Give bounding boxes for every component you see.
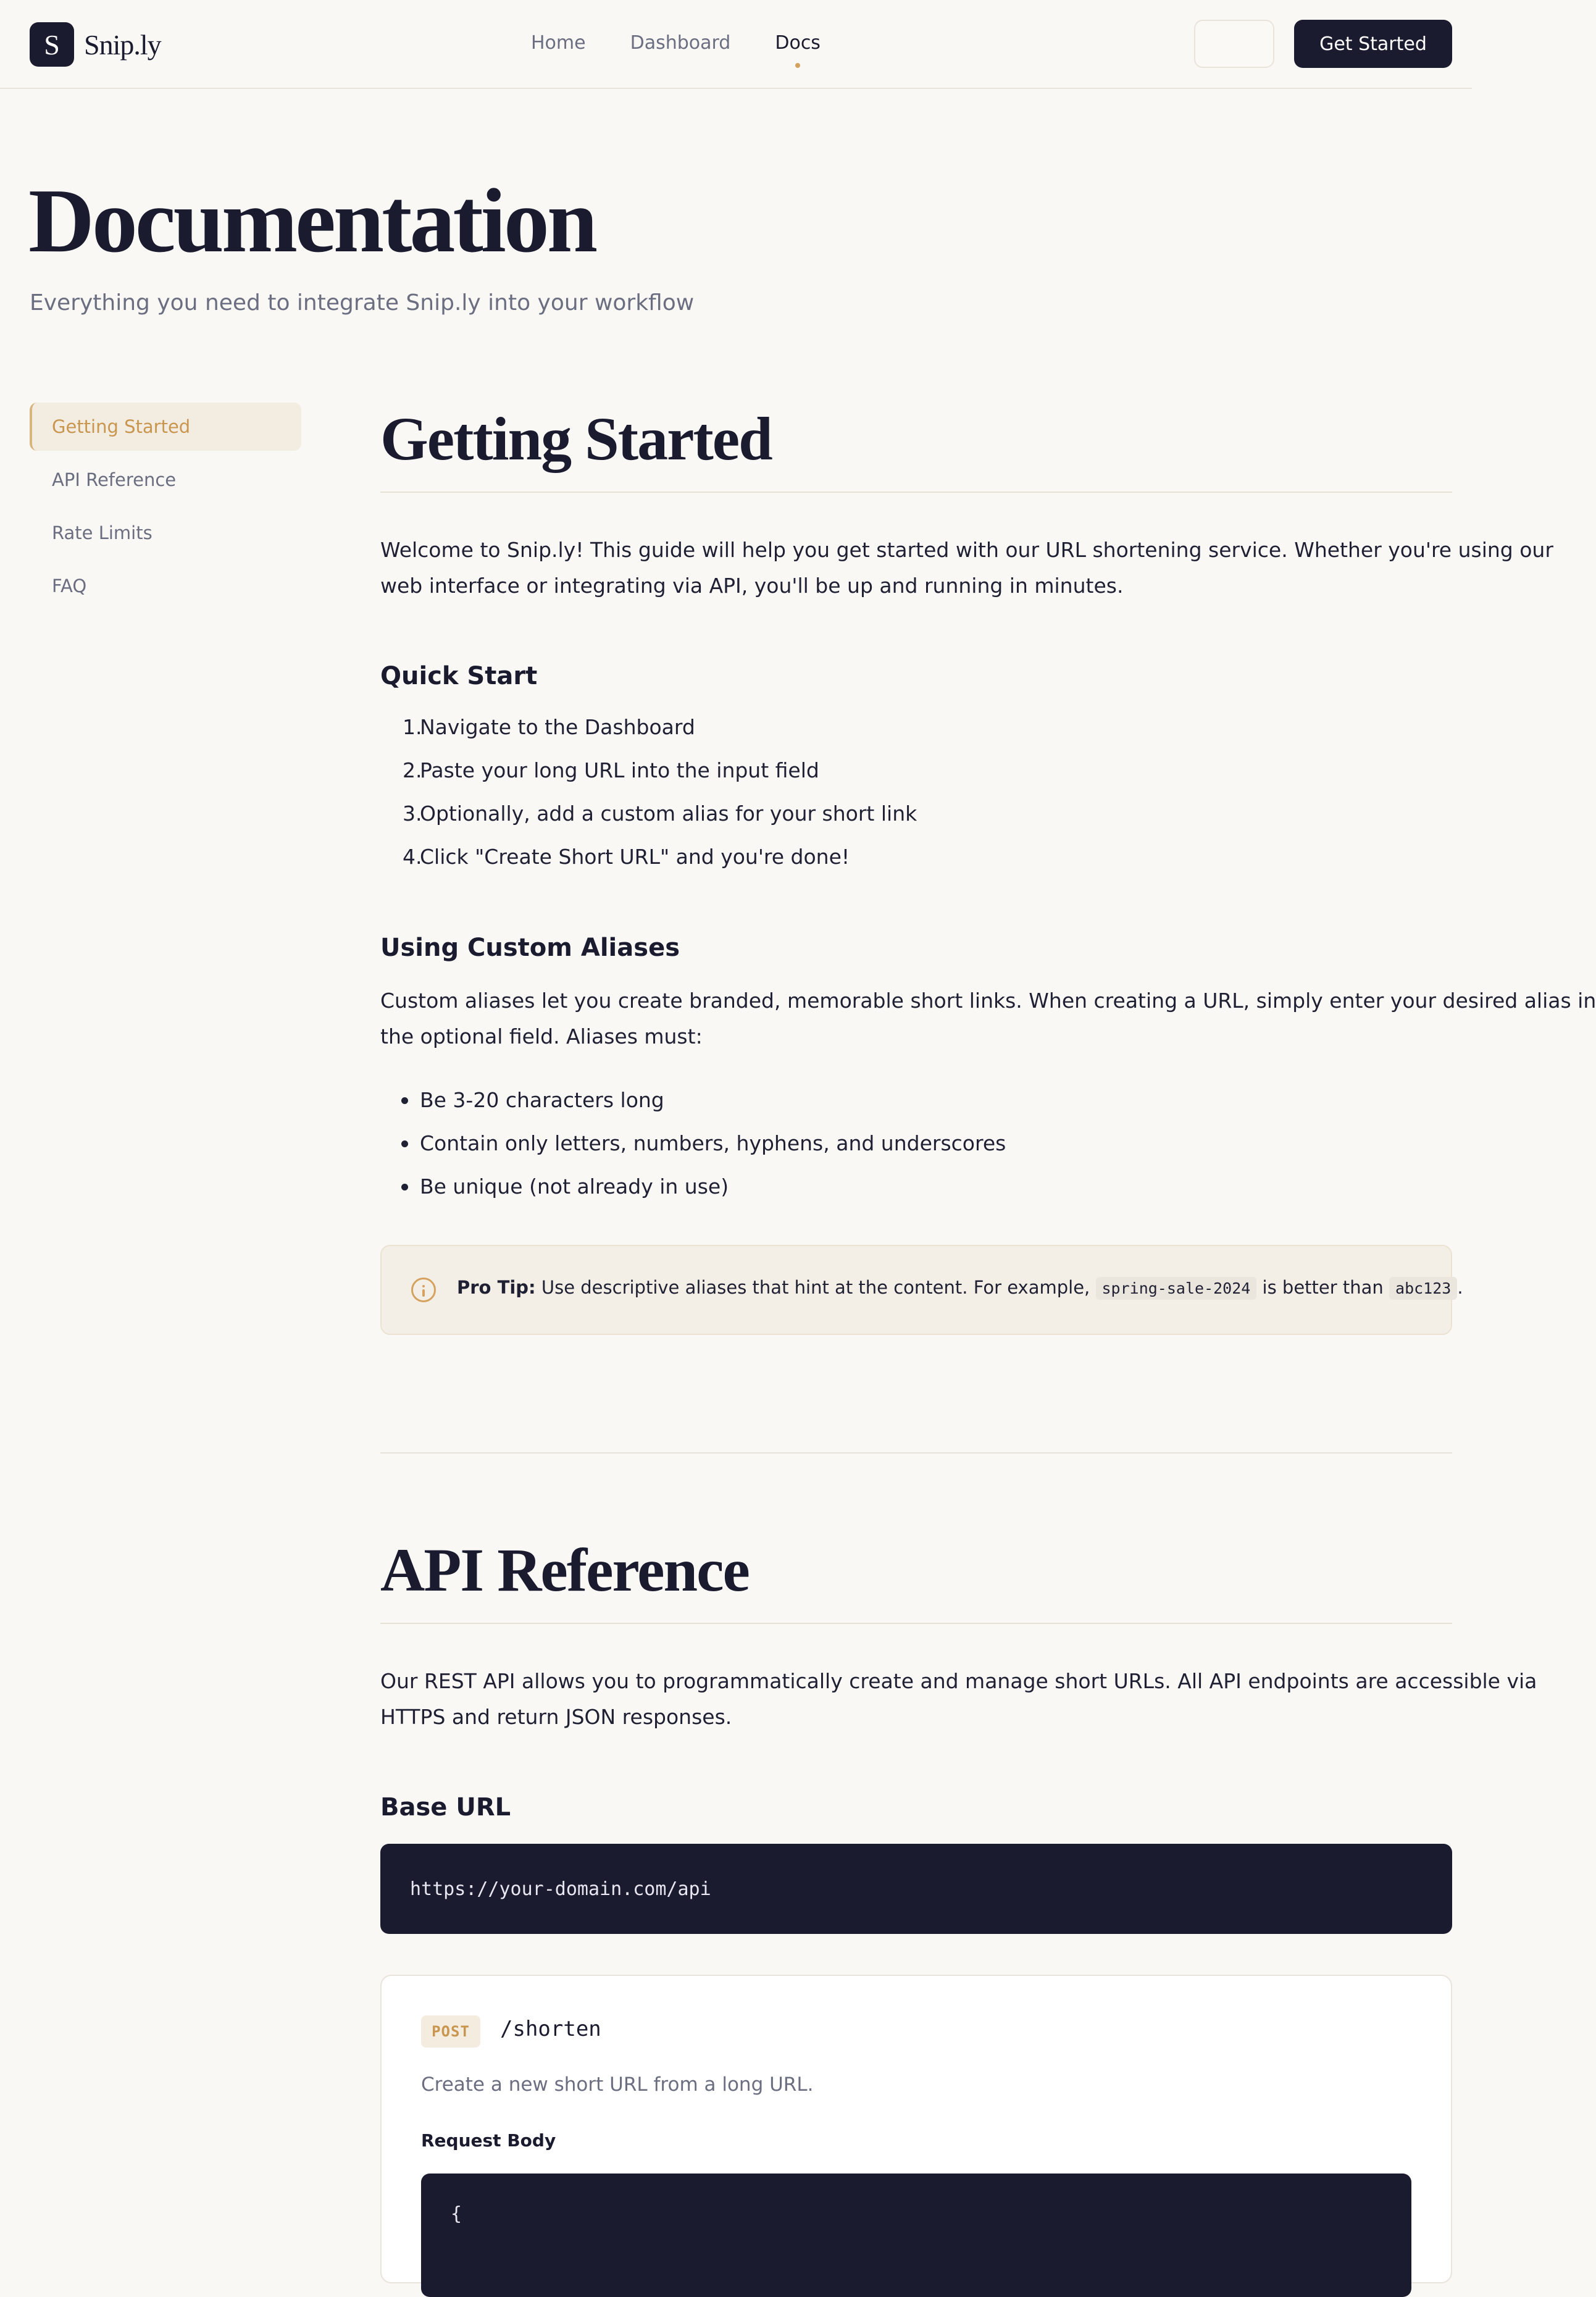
nav-dashboard[interactable]: Dashboard bbox=[630, 32, 731, 54]
pro-tip-callout bbox=[380, 1245, 1463, 1335]
rule-text: Contain only letters, numbers, hyphens, and underscores bbox=[420, 1131, 1006, 1155]
step-number: 2. bbox=[403, 758, 422, 782]
list-item bbox=[403, 715, 695, 739]
bullet bbox=[401, 1097, 408, 1104]
base-url-code-block[interactable] bbox=[380, 1844, 1452, 1934]
tip-text-before: Use descriptive aliases that hint at the content. For example, bbox=[535, 1277, 1096, 1298]
nav-home[interactable]: Home bbox=[531, 32, 586, 54]
section-divider bbox=[380, 1452, 1452, 1454]
section-title: Getting Started bbox=[380, 404, 772, 473]
step-number: 4. bbox=[403, 845, 422, 869]
step-text: Navigate to the Dashboard bbox=[420, 715, 695, 739]
logo[interactable] bbox=[30, 22, 161, 67]
section-getting-started bbox=[380, 395, 1596, 1352]
section-title: API Reference bbox=[380, 1536, 749, 1604]
tip-text bbox=[457, 1277, 1463, 1298]
list-item bbox=[420, 1088, 664, 1112]
sidebar-item-faq[interactable]: FAQ bbox=[52, 575, 87, 596]
code-line: { bbox=[451, 2203, 462, 2225]
step-text: Paste your long URL into the input field bbox=[420, 758, 819, 782]
logo-text: Snip.ly bbox=[84, 28, 161, 61]
step-text: Click "Create Short URL" and you're done! bbox=[420, 845, 850, 869]
info-icon bbox=[411, 1278, 436, 1302]
tip-label: Pro Tip: bbox=[457, 1277, 536, 1298]
endpoint-path: /shorten bbox=[500, 2017, 601, 2041]
nav-docs[interactable] bbox=[775, 32, 821, 54]
list-item bbox=[403, 845, 850, 869]
get-started-button[interactable]: Get Started bbox=[1294, 20, 1452, 68]
divider bbox=[380, 492, 1452, 493]
tip-text-after: . bbox=[1457, 1277, 1463, 1298]
active-indicator-dot bbox=[795, 63, 800, 68]
sidebar-item-api-reference[interactable]: API Reference bbox=[52, 469, 177, 490]
page-subtitle: Everything you need to integrate Snip.ly into your workflow bbox=[30, 290, 695, 316]
endpoint-card-shorten bbox=[380, 1975, 1452, 2283]
base-url-value: https://your-domain.com/api bbox=[410, 1878, 711, 1900]
quick-start-heading: Quick Start bbox=[380, 662, 538, 690]
tip-text-middle: is better than bbox=[1256, 1277, 1390, 1298]
aliases-para-line-1: Custom aliases let you create branded, memorable short links. When creating a URL, simply enter your desired alias in bbox=[380, 989, 1596, 1013]
sidebar-item-getting-started[interactable]: Getting Started bbox=[30, 403, 301, 451]
rule-text: Be 3-20 characters long bbox=[420, 1088, 664, 1112]
section-api-reference bbox=[380, 1526, 1537, 2230]
step-number: 1. bbox=[403, 715, 422, 739]
main-nav bbox=[531, 32, 865, 54]
theme-toggle-button[interactable] bbox=[1194, 20, 1274, 68]
api-intro-line-2: HTTPS and return JSON responses. bbox=[380, 1705, 732, 1729]
list-item bbox=[420, 1131, 1006, 1155]
step-number: 3. bbox=[403, 801, 422, 826]
intro-line-1: Welcome to Snip.ly! This guide will help you get started with our URL shortening service. Whether you're using our bbox=[380, 538, 1553, 562]
nav-docs-label: Docs bbox=[775, 32, 821, 54]
endpoint-description: Create a new short URL from a long URL. bbox=[421, 2073, 814, 2096]
aliases-para-line-2: the optional field. Aliases must: bbox=[380, 1024, 703, 1048]
bullet bbox=[401, 1184, 408, 1190]
step-text: Optionally, add a custom alias for your short link bbox=[420, 801, 917, 826]
api-intro-line-1: Our REST API allows you to programmatically create and manage short URLs. All API endpoints are accessible via bbox=[380, 1669, 1537, 1693]
base-url-heading: Base URL bbox=[380, 1793, 511, 1822]
method-badge: POST bbox=[421, 2015, 480, 2048]
intro-line-2: web interface or integrating via API, you'll be up and running in minutes. bbox=[380, 574, 1124, 598]
divider bbox=[380, 1623, 1452, 1624]
logo-mark: S bbox=[30, 22, 74, 67]
page-title: Documentation bbox=[28, 170, 596, 272]
list-item bbox=[420, 1174, 729, 1199]
custom-aliases-heading: Using Custom Aliases bbox=[380, 934, 680, 962]
rule-text: Be unique (not already in use) bbox=[420, 1174, 729, 1199]
tip-code-example-1: spring-sale-2024 bbox=[1096, 1277, 1257, 1300]
request-body-code-block[interactable] bbox=[421, 2174, 1411, 2297]
top-navbar bbox=[0, 0, 1472, 89]
request-body-label: Request Body bbox=[421, 2130, 556, 2151]
tip-code-example-2: abc123 bbox=[1389, 1277, 1457, 1300]
sidebar-item-rate-limits[interactable]: Rate Limits bbox=[52, 522, 152, 543]
list-item bbox=[403, 758, 819, 782]
list-item bbox=[403, 801, 917, 826]
bullet bbox=[401, 1140, 408, 1147]
